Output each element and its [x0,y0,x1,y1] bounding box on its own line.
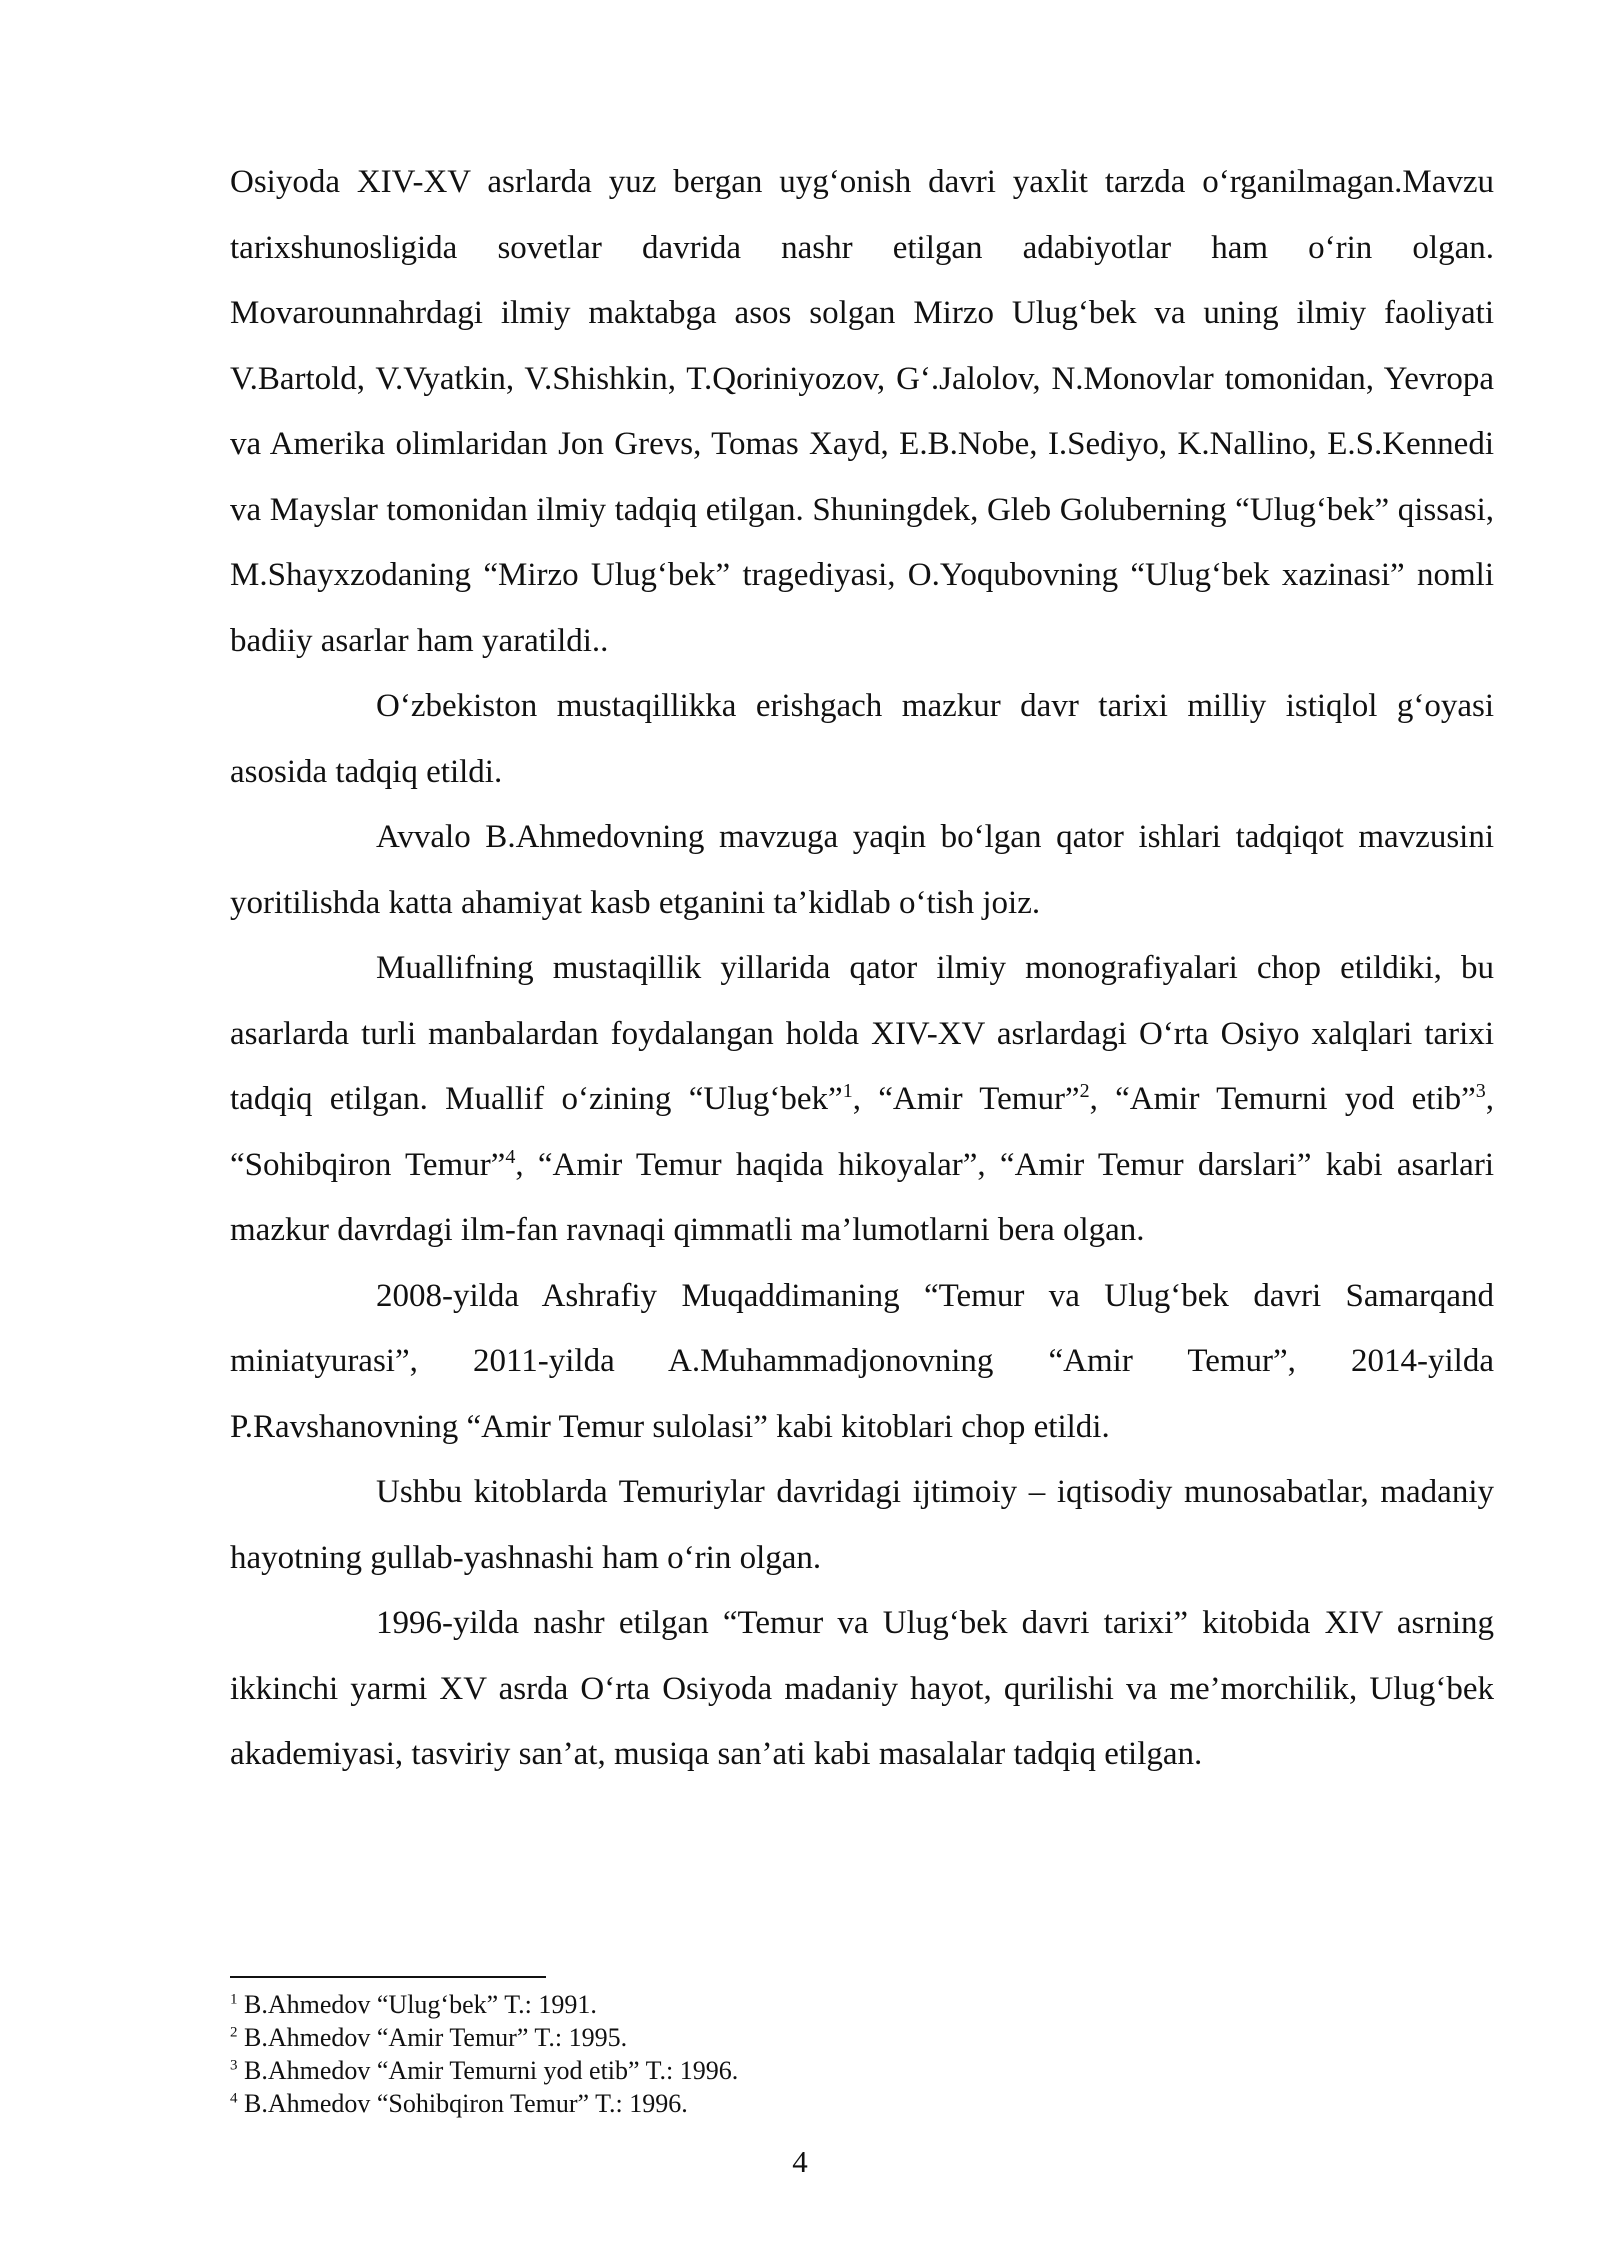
footnote-3 [230,2054,1494,2087]
paragraph-3: Avvalo B.Ahmedovning mavzuga yaqin bo‘lgan qator ishlari tadqiqot mavzusini yoritilishda katta ahamiyat kasb etganini ta’kidlab o‘tish joiz. [230,819,1494,921]
footnote-number: 3 [230,2057,238,2074]
footnote-text: B.Ahmedov “Amir Temurni yod etib” T.: 1996. [244,2056,739,2085]
footnote-ref-1[interactable]: 1 [842,1080,853,1102]
paragraph-7: 1996-yilda nashr etilgan “Temur va Ulug‘bek davri tarixi” kitobida XIV asrning ikkinchi yarmi XV asrda O‘rta Osiyoda madaniy hayot, qurilishi va me’morchilik, Ulug‘bek akademiyasi, tasviriy san’at, musiqa san’ati kabi masalalar tadqiq etilgan. [230,1605,1494,1772]
footnote-separator [230,1976,546,1978]
footnote-4 [230,2087,1494,2120]
footnotes [230,1988,1494,2120]
footnote-text: B.Ahmedov “Amir Temur” T.: 1995. [244,2023,628,2052]
footnote-ref-4[interactable]: 4 [505,1145,516,1168]
paragraph-2: O‘zbekiston mustaqillikka erishgach mazkur davr tarixi milliy istiqlol g‘oyasi asosida tadqiq etildi. [230,688,1494,790]
footnote-text: B.Ahmedov “Ulug‘bek” T.: 1991. [244,1990,597,2019]
paragraph-4-text-a: Muallifning mustaqillik yillarida qator ilmiy monografiyalari chop etildiki, bu asarlarda turli manbalardan foydalangan holda XIV-XV asrlardagi O‘rta Osiyo xalqlari tarixi tadqiq etilgan. Muallif o‘zining “Ulug‘bek” [230,950,1494,1117]
paragraph-4-text-b: , “Amir Temur” [852,1081,1080,1117]
paragraph-5: 2008-yilda Ashrafiy Muqaddimaning “Temur va Ulug‘bek davri Samarqand miniatyurasi”, 2011-yilda A.Muhammadjonovning “Amir Temur”, 2014-yilda P.Ravshanovning “Amir Temur sulolasi” kabi kitoblari chop etildi. [230,1277,1494,1445]
paragraph-4 [230,936,1494,1264]
footnote-1 [230,1988,1494,2021]
paragraph-1: Osiyoda XIV-XV asrlarda yuz bergan uyg‘onish davri yaxlit tarzda o‘rganilmagan.Mavzu tarixshunosligida sovetlar davrida nashr etilgan adabiyotlar ham o‘rin olgan. Movarounnahrdagi ilmiy maktabga asos solgan Mirzo Ulug‘bek va uning ilmiy faoliyati V.Bartold, V.Vyatkin, V.Shishkin, T.Qoriniyozov, G‘.Jalolov, N.Monovlar tomonidan, Yevropa va Amerika olimlaridan Jon Grevs, Tomas Xayd, E.B.Nobe, I.Sediyo, K.Nallino, E.S.Kennedi va Mayslar tomonidan ilmiy tadqiq etilgan. Shuningdek, Gleb Goluberning “Ulug‘bek” qissasi, M.Shayxzodaning “Mirzo Ulug‘bek” tragediyasi, O.Yoqubovning “Ulug‘bek xazinasi” nomli badiiy asarlar ham yaratildi.. [230,164,1494,659]
paragraph-4-text-d: , “Sohibqiron Temur” [230,1081,1495,1183]
footnote-number: 1 [230,1991,238,2008]
footnote-number: 4 [230,2090,238,2107]
footnote-number: 2 [230,2024,238,2041]
footnote-2 [230,2021,1494,2054]
body-text [230,150,1494,1788]
paragraph-6: Ushbu kitoblarda Temuriylar davridagi ijtimoiy – iqtisodiy munosabatlar, madaniy hayotning gullab-yashnashi ham o‘rin olgan. [230,1474,1494,1576]
page-number: 4 [792,2144,808,2179]
footnote-text: B.Ahmedov “Sohibqiron Temur” T.: 1996. [244,2089,688,2118]
paragraph-4-text-c: , “Amir Temurni yod etib” [1089,1081,1476,1117]
paragraph-4-text-e: , “Amir Temur haqida hikoyalar”, “Amir Temur darslari” kabi asarlari mazkur davrdagi ilm-fan ravnaqi qimmatli ma’lumotlarni bera olgan. [230,1146,1494,1248]
footnote-ref-2[interactable]: 2 [1079,1080,1090,1102]
footnote-ref-3[interactable]: 3 [1475,1080,1486,1102]
